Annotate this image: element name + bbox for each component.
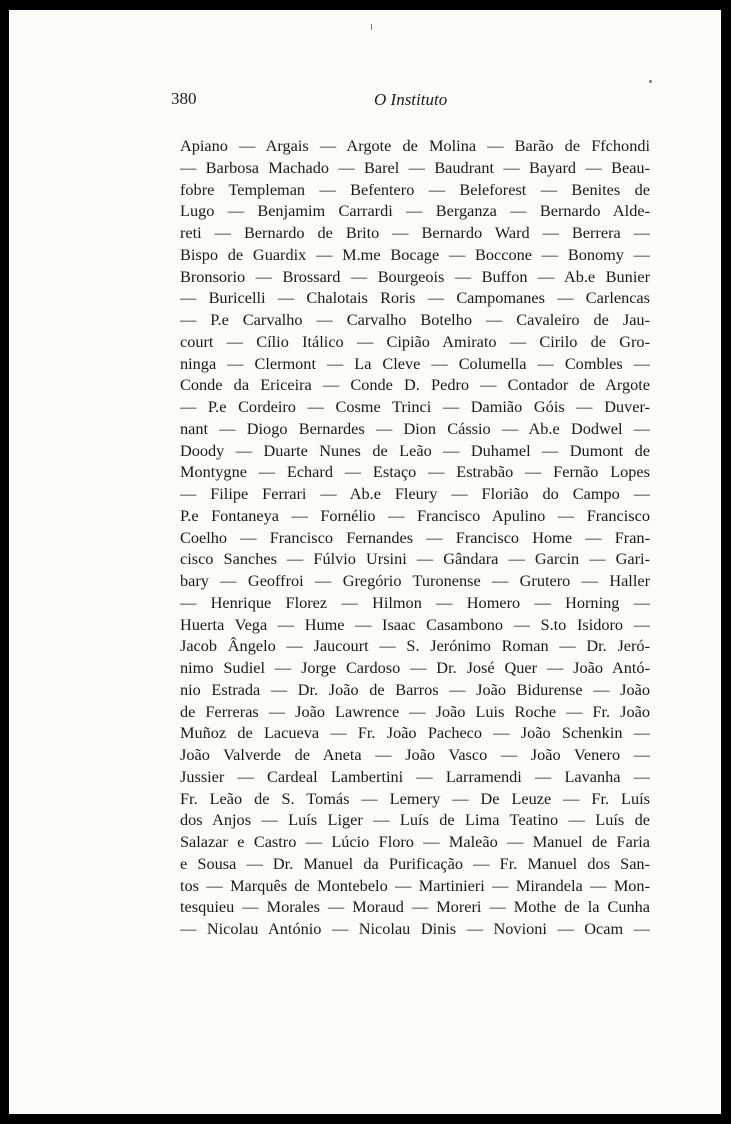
text-line: tesquieu — Morales — Moraud — Moreri — Mothe de la Cunha xyxy=(180,897,650,917)
body-text xyxy=(180,135,650,940)
text-line: Bispo de Guardix — M.me Bocage — Boccone — Bonomy — xyxy=(180,244,650,264)
text-line: P.e Fontaneya — Fornélio — Francisco Apulino — Francisco xyxy=(180,505,650,525)
text-line: court — Cílio Itálico — Cipião Amirato — Cirilo de Gro- xyxy=(180,331,650,351)
text-line: Bronsorio — Brossard — Bourgeois — Buffon — Ab.e Bunier xyxy=(180,266,650,286)
book-page xyxy=(9,10,721,1114)
text-line: Salazar e Castro — Lúcio Floro — Maleão — Manuel de Faria xyxy=(180,832,650,851)
text-line: — Filipe Ferrari — Ab.e Fleury — Florião do Campo — xyxy=(180,484,650,503)
text-line: ninga — Clermont — La Cleve — Columella — Combles — xyxy=(180,353,650,373)
text-line: nio Estrada — Dr. João de Barros — João Bidurense — João xyxy=(180,679,650,699)
text-line: Conde da Ericeira — Conde D. Pedro — Contador de Argote xyxy=(180,375,650,395)
text-line: Jussier — Cardeal Lambertini — Larramendi — Lavanha — xyxy=(180,766,650,786)
text-line: nant — Diogo Bernardes — Dion Cássio — Ab.e Dodwel — xyxy=(180,418,650,438)
text-line: dos Anjos — Luís Liger — Luís de Lima Teatino — Luís de xyxy=(180,810,650,830)
text-line: — P.e Cordeiro — Cosme Trinci — Damião Góis — Duver- xyxy=(180,397,650,416)
text-line: Lugo — Benjamim Carrardi — Berganza — Bernardo Alde- xyxy=(180,201,650,221)
page-number: 380 xyxy=(171,89,197,108)
text-line: Huerta Vega — Hume — Isaac Casambono — S.to Isidoro — xyxy=(180,614,650,634)
text-line: — Henrique Florez — Hilmon — Homero — Horning — xyxy=(180,592,650,612)
text-line: Muñoz de Lacueva — Fr. João Pacheco — João Schenkin — xyxy=(180,723,650,743)
text-line: — Buricelli — Chalotais Roris — Campomanes — Carlencas xyxy=(180,288,650,308)
text-line: tos — Marquês de Montebelo — Martinieri — Mirandela — Mon- xyxy=(180,875,650,895)
text-line: — Nicolau António — Nicolau Dinis — Novioni — Ocam — xyxy=(180,919,650,938)
page-header xyxy=(171,89,631,113)
text-line: e Sousa — Dr. Manuel da Purificação — Fr. Manuel dos San- xyxy=(180,853,650,873)
scan-speck xyxy=(649,80,652,83)
text-line: — P.e Carvalho — Carvalho Botelho — Cavaleiro de Jau- xyxy=(180,310,650,329)
text-line: Montygne — Echard — Estaço — Estrabão — Fernão Lopes xyxy=(180,462,650,482)
text-line: reti — Bernardo de Brito — Bernardo Ward — Berrera — xyxy=(180,223,650,242)
text-line: fobre Templeman — Befentero — Beleforest — Benites de xyxy=(180,179,650,199)
text-line: de Ferreras — João Lawrence — João Luis Roche — Fr. João xyxy=(180,701,650,721)
text-line: Fr. Leão de S. Tomás — Lemery — De Leuze — Fr. Luís xyxy=(180,788,650,808)
scan-speck xyxy=(371,24,372,30)
text-line: Jacob Ângelo — Jaucourt — S. Jerónimo Roman — Dr. Jeró- xyxy=(180,636,650,656)
text-line: Apiano — Argais — Argote de Molina — Barão de Ffchondi xyxy=(180,136,650,155)
text-line: João Valverde de Aneta — João Vasco — João Venero — xyxy=(180,745,650,764)
text-line: Doody — Duarte Nunes de Leão — Duhamel — Dumont de xyxy=(180,440,650,460)
text-line: — Barbosa Machado — Barel — Baudrant — Bayard — Beau- xyxy=(180,157,650,177)
text-line: nimo Sudiel — Jorge Cardoso — Dr. José Quer — João Antó- xyxy=(180,658,650,677)
text-line: cisco Sanches — Fúlvio Ursini — Gândara — Garcin — Gari- xyxy=(180,549,650,569)
running-title: O Instituto xyxy=(374,90,448,109)
text-line: bary — Geoffroi — Gregório Turonense — Grutero — Haller xyxy=(180,571,650,590)
text-line: Coelho — Francisco Fernandes — Francisco Home — Fran- xyxy=(180,527,650,547)
